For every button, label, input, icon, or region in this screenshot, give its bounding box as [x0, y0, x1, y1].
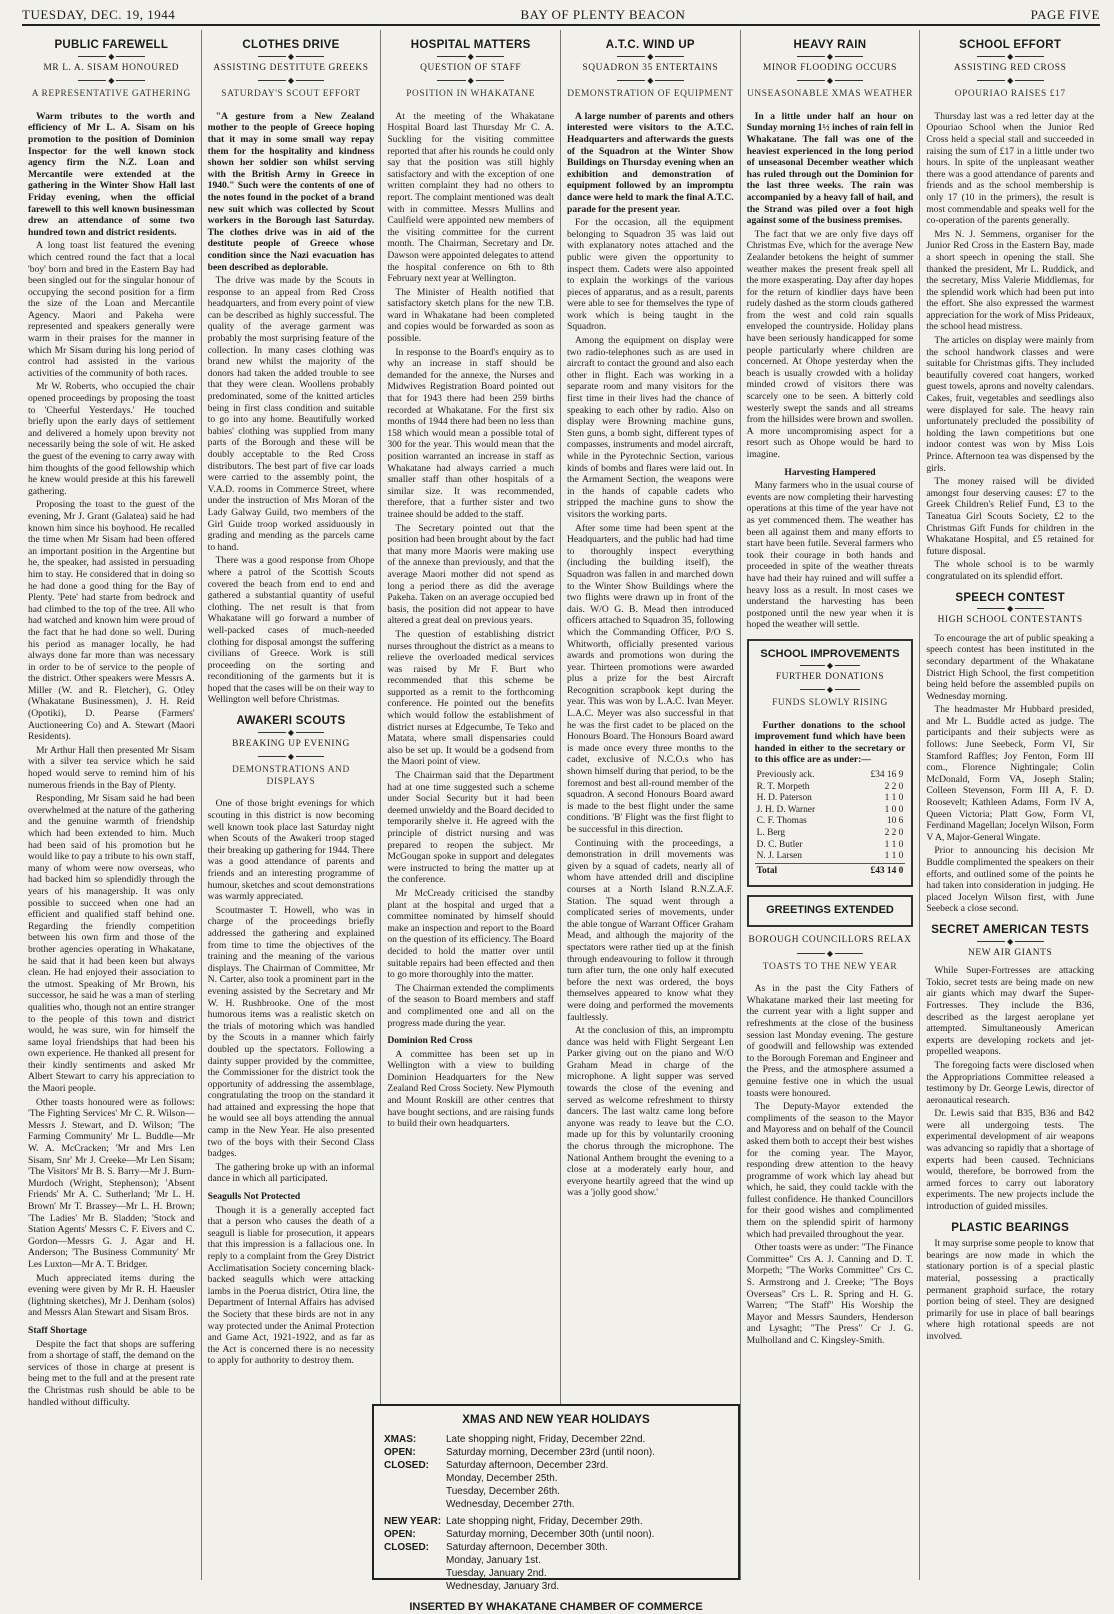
ad-row-value: Saturday afternoon, December 23rd. Monday, December 25th. Tuesday, December 26th. Wednesday, December 27th.: [446, 1460, 609, 1510]
ad-row: [384, 1433, 728, 1446]
ad-row-key: CLOSED:: [384, 1460, 429, 1471]
table-row: [755, 828, 906, 840]
ad-row-key: CLOSED:: [384, 1542, 429, 1553]
box-subhead: FURTHER DONATIONS: [775, 671, 885, 682]
paragraph: A committee has been set up in Wellington with a view to building Dominion Headquarters for the New Zealand Red Cross Society. New Plymouth and Mount Roskill are other centres that have bought sections, and are raising funds to build their own headquarters.: [387, 1048, 554, 1130]
paragraph: Much appreciated items during the evening were given by Mr R. H. Haeusler (lightning sketches), Mr J. Denham (solos) and Messrs Alan Stewart and Sisam Bros.: [28, 1272, 195, 1319]
paragraph: Proposing the toast to the guest of the evening, Mr J. Grant (Galatea) said he had known him since his boyhood. He recalled the time when Mr Sisam had been offered an important position in the Argentine but he, the speaker, had assisted in persuading him to stay. He considered that in doing so he had done a good thing for the Bay of Plenty. 'Pete' had starte from bedrock and had climbed to the top of the tree. All who had watched and known him were proud of the fact that he had done so well. During his period as manager locally, he had always done far more than was necessary in order to be of service to the people of the district. Other speakers were Messrs A. Miller (W. and R. Fletcher), G. Otley (Whakatane Businessmen), J. H. Reid (Opotiki), D. Pearse (Farmers' Auctioneering Co) and A. Stewart (Maori Residents).: [28, 499, 195, 743]
article-subhead: BOROUGH COUNCILLORS RELAX: [748, 935, 912, 945]
paragraph: The Secretary pointed out that the position had been brought about by the fact that many more Maoris were making use of the annexe than previously, and that the average Maori mother did not spend as long a period there as did the average Pakeha. Taken on an average occupied bed basis, the position did not appear to have altered a great deal on previous years.: [387, 522, 554, 627]
paragraph: Dr. Lewis said that B35, B36 and B42 were all undergoing tests. The experimental development of air weapons was advancing so rapidly that a shortage of experts had been caused. Technicians would, therefore, be borrowed from the armed forces to carry out laboratory experiments. The new projects include the introduction of guided missiles.: [926, 1108, 1094, 1213]
article-subhead: QUESTION OF STAFF: [420, 62, 522, 73]
minor-heading: Seagulls Not Protected: [207, 1191, 301, 1203]
paragraph: While Super-Fortresses are attacking Tokio, secret tests are being made on new air giants which may dwarf the Super-Fortresses. They include the B36, described as the largest aeroplane yet attempted. Simultaneously American experts are developing rockets and jet-propelled weapons.: [926, 965, 1094, 1058]
article-subhead: NEW AIR GIANTS: [968, 947, 1053, 958]
box-headline: SCHOOL IMPROVEMENTS: [760, 647, 900, 660]
donor-name: R. T. Morpeth: [756, 781, 810, 792]
donation-amount: 1 1 0: [884, 839, 904, 850]
paragraph: To encourage the art of public speaking a speech contest has been instituted in the secondary department of the Whakatane District High School, the first competition being held before the assembled pupils on Wednesday morning.: [926, 632, 1094, 702]
donation-amount: 1 0 0: [884, 804, 904, 815]
paragraph: For the occasion, all the equipment belonging to Squadron 35 was laid out with explanatory notes attached and the public were given the opportunity to inspect them. Cadets were also appointed to explain the workings of the various pieces of apparatus, and as a result, parents were able to see for themselves the type of work which is being taught in the Squadron.: [567, 217, 734, 333]
paragraph: Mr Arthur Hall then presented Mr Sisam with a silver tea service which he said hoped would serve to remind him of his numerous friends in the Bay of Plenty.: [28, 744, 195, 791]
paragraph: Among the equipment on display were two radio-telephones such as are used in aircraft to contact the ground and also each other in flight. Each was working in a separate room and many visitors for the first time in their lives had the chance of speaking to each other by radio. Also on display were Browning machine guns, Sten guns, a bomb sight, different types of compasses, instruments and model aircraft, while in the Pyrotechnic Section, various kinds of bombs and flares were laid out. In the Armament Section, the weapons were in the hands of capable cadets who stripped the machine guns to show the visitors the working parts.: [567, 335, 734, 520]
donation-amount: £34 16 9: [870, 770, 904, 781]
donation-amount: 1 1 0: [884, 851, 904, 862]
paragraph: The gathering broke up with an informal dance in which all participated.: [207, 1161, 375, 1185]
column-4: [561, 30, 741, 1580]
divider: [258, 56, 325, 57]
divider: [78, 56, 145, 57]
divider: [437, 80, 504, 81]
donor-name: C. F. Thomas: [756, 816, 807, 827]
table-row: [755, 782, 906, 794]
paragraph: After some time had been spent at the Headquarters, and the public had had time to thoroughly inspect everything (including the building itself), the Squadron was fallen in and marched down to the Winter Show Buildings where the two flights were drawn up in front of the dais. W/O G. B. Mead then introduced officers attached to Squadron 35, following which the Commanding Officer, P/O S. Whitworth, officially presented various awards and promotions won during the year. Thirteen promotions were awarded plus a prize for the best Aircraft Recognition scrapbook kept during the year. This was won by L.A.C. Ivan Meyer. L.A.C. Meyer was also successful in that he was the first cadet to be placed on the Honours Board. The Honours Board award is made once every three months to the cadet, exclusive of N.C.O.s who has shown himself during that period, to be the foremost and best all-round member of the squadron. A second Honours Board award is made to the best flight under the same conditions. 'B' Flight was the first flight to be successful in this direction.: [567, 522, 734, 835]
table-row: [755, 805, 906, 817]
paragraph: The Chairman said that the Department had at one time suggested such a scheme under Social Security but it had been deemed unwieldy and the Board decided to temporarily shelve it. He agreed with the principle of district nursing and was prepared to reopen the subject. Mr McGougan spoke in support and delegates were instructed to bring the matter up at the conference.: [387, 770, 554, 886]
ad-row: [384, 1515, 728, 1528]
divider: [797, 953, 864, 954]
page-number: PAGE FIVE: [1030, 7, 1100, 22]
minor-heading: Harvesting Hampered: [784, 466, 876, 478]
donor-name: N. J. Larsen: [756, 851, 802, 862]
article-subhead: DEMONSTRATION OF EQUIPMENT: [567, 89, 734, 100]
issue-date: TUESDAY, DEC. 19, 1944: [22, 7, 176, 22]
article-subhead: MINOR FLOODING OCCURS: [763, 62, 897, 73]
article-headline: SECRET AMERICAN TESTS: [931, 923, 1090, 936]
article-subhead: TOASTS TO THE NEW YEAR: [762, 961, 898, 972]
article-headline: SPEECH CONTEST: [955, 591, 1065, 604]
article-subhead: BREAKING UP EVENING: [232, 738, 350, 749]
donation-amount: 2 2 0: [884, 828, 904, 839]
article-subhead: SQUADRON 35 ENTERTAINS: [582, 62, 719, 73]
article-subhead: POSITION IN WHAKATANE: [406, 89, 536, 100]
article-headline: HOSPITAL MATTERS: [410, 39, 531, 51]
greetings-headline-box: [747, 895, 914, 927]
article-headline: PLASTIC BEARINGS: [951, 1221, 1070, 1234]
divider: [800, 689, 860, 690]
table-row: [755, 793, 906, 805]
ad-row-key: NEW YEAR:: [384, 1516, 442, 1527]
paragraph: The headmaster Mr Hubbard presided, and Mr L. Buddle acted as judge. The participants and their subjects were as follows: June Seebeck, Form VI, Sir Stamford Raffles; Joy Fenton, Form III com., Florence Nightingale; Colin McDonald, Form VA, Joseph Stalin; Colleen Stevenson, Form III A, F. D. Roosevelt; Kathleen Adams, Form IV A, Queen Victoria; Platt Gow, Form VI, Ferdinand Magellan; Jocelyn Wilson, Form V A, Major-General Wingate.: [926, 704, 1094, 843]
divider: [617, 80, 684, 81]
ad-row-value: Saturday afternoon, December 30th. Monday, January 1st. Tuesday, January 2nd. Wednesday, January 3rd.: [446, 1542, 608, 1592]
article-headline: HEAVY RAIN: [793, 39, 867, 51]
box-subhead: FUNDS SLOWLY RISING: [772, 698, 888, 709]
article-subhead: DEMONSTRATIONS AND DISPLAYS: [232, 765, 350, 787]
article-subhead: SATURDAY'S SCOUT EFFORT: [221, 89, 361, 100]
paragraph: There was a good response from Ohope where a patrol of the Scottish Scouts covered the beach from end to end and gathered a substantial quantity of useful clothing. The net result is that from Whakatane will go forward a number of well-packed cases of much-needed clothing for disposal amongst the suffering civilians of Greece. Work is still proceeding on the sorting and reconditioning of the garments but it is hoped that the cases will be on their way to Wellington well before Christmas.: [207, 555, 375, 706]
holidays-advertisement: [372, 1404, 740, 1613]
paragraph: Other toasts were as under: "The Finance Committee" Crs A. J. Canning and D. T. Morpeth; "The Works Committee" Crs C. S. Armstrong and J. Creeke; "The Boys Overseas" Crs L. R. Spring and H. G. Warren; "The Staff" His Worship the Mayor and Messrs Saunders, Henderson and Lysaght; "The Press" Cr J. G. Mulholland and C. Kingsley-Smith.: [746, 1242, 914, 1346]
article-subhead: A REPRESENTATIVE GATHERING: [31, 89, 191, 100]
donor-name: H. D. Paterson: [756, 793, 812, 804]
column-6: [920, 30, 1100, 1580]
divider: [78, 80, 145, 81]
donor-name: D. C. Butler: [756, 839, 803, 850]
paragraph: The Deputy-Mayor extended the compliments of the season to the Mayor and Mayoress and on behalf of the Council asked them both to accept their best wishes for the coming year. The Mayor, responding drew attention to the heavy programme of work which lay ahead but which, he said, they could tackle with the fullest confidence. He thanked Councillors for their good wishes and complimented them on the splendid spirit of harmony which had prevailed throughout the year.: [746, 1101, 914, 1240]
ad-row-value: Saturday morning, December 30th (until noon).: [446, 1529, 655, 1540]
article-subhead: ASSISTING DESTITUTE GREEKS: [213, 62, 369, 73]
donor-name: Previously ack.: [756, 770, 815, 781]
paragraph: Despite the fact that shops are suffering from a shortage of staff, the demand on the services of those in charge at present is being met to the full and at the present rate the Christmas rush should be able to be handled without difficulty.: [28, 1338, 195, 1408]
donor-name: J. H. D. Warner: [756, 804, 816, 815]
box-lead: Further donations to the school improvement fund which have been handed in either to the secretary or to this office are as under:—: [754, 719, 906, 766]
ad-row: [384, 1459, 728, 1511]
divider: [977, 80, 1044, 81]
ad-footer: INSERTED BY WHAKATANE CHAMBER OF COMMERCE: [409, 1601, 703, 1613]
article-headline: SCHOOL EFFORT: [959, 39, 1062, 51]
paragraph: It may surprise some people to know that bearings are now made in which the stationary portion is of a special plastic material, possessing a practically permanent graphoid surface, the rotary portion being of steel. They are designed primarily for use in place of ball bearings where high rotational speeds are not involved.: [926, 1238, 1094, 1342]
donations-table: [755, 770, 906, 877]
paragraph: At the conclusion of this, an impromptu dance was held with Flight Sergeant Len Parker giving out on the piano and W/O Graham Mead in charge of the microphone. A light supper was served towards the close of the evening and served as welcome refreshment to thirsty dancers. The last waltz came long before anyone was ready to leave but the C.O. made up for this by voluntarily crooning the chorus through the microphone. The National Anthem brought the evening to a close at a moderately early hour, and everyone heartily agreed that the wind up was a 'jolly good show.': [567, 1025, 734, 1199]
masthead: [22, 6, 1100, 26]
paragraph: Though it is a generally accepted fact that a person who causes the death of a seagull is liable for prosecution, it appears that this impression is a fallacious one. In reply to a complaint from the Grey District Acclimatisation Society concerning black-backed seagulls which were attacking lambs in the Poerua district, Otira line, the Department of Internal Affairs has advised the Society that these birds are not in any way protected under the Animal Protection and Game Act, 1921-1922, and as far as the Act is concerned there is no necessity to apply for authority to destroy them.: [207, 1204, 375, 1367]
newspaper-title: BAY OF PLENTY BEACON: [520, 7, 686, 22]
paragraph: Responding, Mr Sisam said he had been overwhelmed at the nature of the gathering and the genuine warmth of friendship which had been extended to him. Much had been said of his promotion but he would like to pay a tribute to his own staff, many of whom were now overseas, who had backed him so splendidly through the years of his managership. It was only possible to succeed when one had an efficient and qualified staff behind one. Regarding the friendly competition between his own firm and those of the brother agencies operating in Whakatane, he said that it had been keen but always clean. He had enjoyed their association to the utmost. Speaking of Mr Brown, his successor, he said he was a man of sterling qualities who, though not an entire stranger to the people of this town and district would, he was sure, win for himself the same loyal friendships that had been his own experience. He thanked all present for their kindly sentiments and asked Mr Albert Stewart to carry his appreciation to the Maori people.: [28, 793, 195, 1095]
minor-heading: Dominion Red Cross: [387, 1035, 473, 1047]
table-row: [755, 840, 906, 852]
ad-row: [384, 1528, 728, 1541]
ad-row-key: OPEN:: [384, 1529, 416, 1540]
page-columns: [22, 30, 1100, 1580]
ad-headline: XMAS AND NEW YEAR HOLIDAYS: [462, 1414, 650, 1426]
paragraph: Many farmers who in the usual course of events are now completing their harvesting operations at this time of the year have not as yet commenced them. The weather has been all against them and many efforts to start have been futile. Several farmers who took their courage in both hands and proceeded in spite of the weather threats have had their hay ruined and will suffer a heavy loss as a result. In most cases we understand the harvesting has been postponed until the new year when it is hoped the weather will settle.: [746, 480, 914, 631]
paragraph: Continuing with the proceedings, a demonstration in drill movements was given by a squad of cadets, nearly all of whom have attended drill and discipline courses at a North Island R.N.Z.A.F. Station. The squad went through a complicated series of movements, under the able tongue of Warrant Officer Graham Mead, and although the majority of the spectators were rather tied up at the finish through endeavouring to follow it through turn after turn, the one only half executed before the next was ordered, the boys themselves appeared to know what they were doing and performed the movements faultlessly.: [567, 837, 734, 1023]
column-5: [741, 30, 921, 1580]
paragraph: Mr W. Roberts, who occupied the chair opened proceedings by proposing the toast to 'Cheerful Yesterdays.' He touched briefly upon the early days of settlement and delivered a homely upon brevity not necessarily being the sole of wit. He asked the guest of the evening to carry away with him thoughts of the good fellowship which he knew would preside at this his farewell gathering.: [28, 381, 195, 497]
article-headline: A.T.C. WIND UP: [605, 39, 695, 51]
article-subhead: UNSEASONABLE XMAS WEATHER: [747, 89, 913, 100]
minor-heading: Staff Shortage: [28, 1324, 87, 1336]
article-headline: PUBLIC FAREWELL: [54, 39, 169, 51]
ad-row-key: OPEN:: [384, 1447, 416, 1458]
paragraph: One of those bright evenings for which scouting in this district is now becoming well known took place last Saturday night when Scouts of the Awakeri troop staged their breaking up gathering for 1944. There was a good attendance of parents and friends and an interesting programme of humour, sketches and scout demonstrations was warmly appreciated.: [207, 798, 375, 903]
donation-amount: 10 6: [886, 816, 904, 827]
article-subhead: ASSISTING RED CROSS: [953, 62, 1067, 73]
paragraph: Other toasts honoured were as follows: 'The Fighting Services' Mr C. R. Wilson—Messrs J. Stewart, and D. Wilson; 'The Farming Community' Mr L. Buddle—Mr W. A. McCracken; 'Mr and Mrs Len Sisam, Snr' Mr J. Creeke—Mr Len Sisam; 'The Visitors' Mr B. S. Barry—Mr J. Burn-Murdoch (Wright, Stephenson); 'Absent Friends' Mr A. C. Sutherland; 'Mr L. H. Brown' Mr T. Brassey—Mr L. H. Brown; 'The Ladies' Mr B. Sladden; 'Stock and Station Agents' Messrs C. F. Eivers and C. Gordon—Messrs G. J. Agar and H. Anderson; 'The Business Community' Mr Les Luxton—Mr A. T. Bridger.: [28, 1096, 195, 1270]
paragraph: The Chairman extended the compliments of the season to Board members and staff and complimented one and all on the progress made during the year.: [387, 982, 554, 1029]
article-subhead: OPOURIAO RAISES £17: [954, 89, 1066, 100]
paragraph: Scoutmaster T. Howell, who was in charge of the proceedings briefly addressed the gathering and explained from time to time the objectives of the training and the meaning of the various displays. The Chairman of Committee, Mr N. Carter, also took a prominent part in the evening assisted by the Secretary and Mr W. H. Rushbrooke. One of the most humorous items was a realistic sketch on the trials of motoring which was handled by the Scouts in a manner which fairly doubled up the spectators. Following a dainty supper provided by the committee, the Commissioner for the district took the opportunity of addressing the assemblage, congratulating the troop on the standard it had attained and expressing the hope that he would see all boys attending the annual camp in the New Year. He also presented two of the boys with their Second Class badges.: [207, 904, 375, 1160]
paragraph: Mr McCready criticised the standby plant at the hospital and urged that a committee nominated by himself should make an inspection and report to the Board on the question of its efficiency. The Board decided to hold the matter over until suitable repairs had been effected and then to go more thoroughly into the matter.: [387, 887, 554, 981]
paragraph: As in the past the City Fathers of Whakatane marked their last meeting for the current year with a light supper and refreshments at the close of the business session last Monday evening. The gesture of goodwill and fellowship was extended to the Borough Foreman and Engineer and the Press, and the atmosphere assumed a genuine festive one in which the usual toasts were honoured.: [746, 983, 914, 1099]
divider: [258, 756, 325, 757]
article-lead: A large number of parents and others interested were visitors to the A.T.C. Headquarters and afterwards the guests of the Squadron at the Winter Show Buildings on Thursday evening when an exhibition and demonstration of equipment followed by an impromptu dance were held to mark the final A.T.C. parade for the present year.: [567, 110, 734, 215]
column-1: [22, 30, 202, 1580]
divider: [437, 56, 504, 57]
paragraph: The question of establishing district nurses throughout the district as a means to relieve the overloaded medical services was raised by Mr F. Burt who recommended that this scheme be supported as a remit to the forthcoming conference. He pointed out the benefits which would follow the establishment of district nurses at Edgecumbe, Te Teko and Matata, where small dispensaries could also be set up. It would be a godsend from the Maori point of view.: [387, 628, 554, 768]
paragraph: The Minister of Health notified that satisfactory sketch plans for the new T.B. ward in Whakatane had been completed and copies would be forwarded as soon as possible.: [387, 286, 554, 345]
table-row: [755, 770, 906, 782]
paragraph: A long toast list featured the evening which centred round the fact that a local 'boy' born and bred in the Eastern Bay had been singled out for the singular honour of occupying the second position for a firm the size of the Loan and Mercantile Agency. Maori and Pakeha were represented and speakers generally were warm in their praises for the manner in which Mr Sisam during his long period of control had assisted in the various activities of the community of both races.: [28, 240, 195, 379]
article-headline: AWAKERI SCOUTS: [236, 715, 346, 728]
divider: [617, 56, 684, 57]
divider: [797, 56, 864, 57]
total-amount: £43 14 0: [849, 863, 905, 877]
paragraph: The foregoing facts were disclosed when the Appropriations Committee released a testimony by Dr. George Lewis, director of aeronautical research.: [926, 1059, 1094, 1106]
total-label: Total: [755, 863, 850, 877]
paragraph: Prior to announcing his decision Mr Buddle complimented the speakers on their efforts, and outlined some of the points he had taken into consideration in judging. He placed Jocelyn Wilson first, with June Seebeck a close second.: [926, 845, 1094, 915]
ad-row: [384, 1446, 728, 1459]
divider: [977, 608, 1044, 609]
paragraph: Thursday last was a red letter day at the Opouriao School when the Junior Red Cross held a special stall and succeeded in raising the sum of £17 in a little under two hours. In spite of the unpleasant weather there was a good attendance of parents and friends and as the school membership is only 17 (10 in the primers), the result is most commendable and speaks well for the co-operation of the parents generally.: [926, 110, 1094, 227]
paragraph: In response to the Board's enquiry as to why an increase in staff should be demanded for the annexe, the Nurses and Midwives Registration Board pointed out that for 1943 there had been 259 births recorded at Whakatane. For the first six months of 1944 there had been no less than 158 which would mean a possible total of 300 for the year. This would mean that the position warranted an increase in staff as Whakatane had always carried a much smaller staff than other hospitals of a similar size. It was recommended, therefore, that a further sister and two trainee should be added to the staff.: [387, 346, 554, 520]
article-subhead: MR L. A. SISAM HONOURED: [43, 62, 180, 73]
ad-row: [384, 1541, 728, 1593]
table-row: [755, 816, 906, 828]
ad-row-value: Late shopping night, Friday, December 22nd.: [446, 1434, 646, 1445]
article-lead: Warm tributes to the worth and efficiency of Mr L. A. Sisam on his promotion to the position of Dominion Inspector for the well known stock agency firm the N.Z. Loan and Mercantile were extended at the gathering in the Winter Show Hall last Friday evening, when the official farewell to this well known businessman drew an attendance of some two hundred town and district residents.: [28, 110, 195, 238]
paragraph: At the meeting of the Whakatane Hospital Board last Thursday Mr C. A. Suckling for the visiting committee reported that after his rounds he could only say that the position was still highly satisfactory and with the exception of one written complaint they had no others to report. The complaint mentioned was dealt with in committee. Messrs Mullins and Caulfield were appointed new members of the visiting committee for the current month. The Chairman, Secretary and Dr. Dawson were appointed delegates to attend the hospital conference on 6th to 8th February next year at Wellington.: [387, 110, 554, 285]
donation-amount: 1 1 0: [884, 793, 904, 804]
article-lead: "A gesture from a New Zealand mother to the people of Greece hoping that it may in some small way repay them for the hospitality and kindness shown her soldier son whilst serving with the British Army in Greece in 1940." Such were the contents of one of the notes found in the pocket of a brand new suit which was collected by Scout workers in the Borough last Saturday. The clothes drive was in aid of the destitute people of Greece whose condition since the Nazi evacuation has been described as deplorable.: [207, 110, 375, 273]
article-headline: CLOTHES DRIVE: [242, 39, 340, 51]
ad-row-value: Saturday morning, December 23rd (until noon).: [446, 1447, 655, 1458]
paragraph: The articles on display were mainly from the school handwork classes and were suitable for Christmas gifts. They included beautifully covered coat hangers, worked guest towels, aprons and novelty calendars. Cakes, fruit, vegetables and seedlings also were displayed for sale. The heavy rain unfortunately precluded the possibility of holding the lawn competitions but one indoor contest was won by Miss Lois Prince. Afternoon tea was dispensed by the girls.: [926, 335, 1094, 474]
ad-row-key: XMAS:: [384, 1434, 417, 1445]
divider: [977, 941, 1044, 942]
school-improvements-box: [747, 639, 914, 888]
divider: [977, 56, 1044, 57]
ad-row-value: Late shopping night, Friday, December 29th.: [446, 1516, 643, 1527]
paragraph: The drive was made by the Scouts in response to an appeal from Red Cross headquarters, and from every point of view can be described as highly successful. The quality of the average garment was probably the most surprising feature of the collection. In many cases clothing was brand new whilst the majority of the donors had taken the added trouble to see that they were clean. Woollens probably predominated, some of the knitted articles being in first class condition and suitable to go into any home. Beautifully worked babies' clothing was supplied from many parts of the Borough and these will be doubly acceptable to the Red Cross distributors. The best part of five car loads were carried to the assembly point, the V.A.D. rooms in Commerce Street, where under the instruction of Mrs Moran of the Lady Galway Guild, two members of the Girl Guide troop worked assiduously in grading and mending as the parcels came to hand.: [207, 275, 375, 553]
column-2: [202, 30, 382, 1580]
paragraph: The fact that we are only five days off Christmas Eve, which for the average New Zealander betokens the height of summer weather makes the present freak spell all the more exasperating. Day after day hopes for the return of kindlier days have been rudely dashed as the storm clouds gathered from the west and cold rain squalls enveloped the countryside. Holiday plans have been seriously handicapped for some people particularly where children are concerned. At Ohope yesterday when the beach is usually crowded with a holiday minded crowd of visitors there was scarcely one to be seen. A bitterly cold westerly swept the sands and all streams from the hillsides were brown and swollen. A more uncompromising aspect for a resort such as Ohope would be hard to imagine.: [746, 228, 914, 460]
divider: [258, 80, 325, 81]
paragraph: The money raised will be divided amongst four deserving causes: £7 to the Greek Children's Relief Fund, £3 to the Taneatua Girl Scouts Society, £2 to the Christmas Gift Funds for children in the Whakatane Hospital, and £5 retained for future disposal.: [926, 476, 1094, 557]
total-row: [755, 863, 906, 877]
divider: [797, 80, 864, 81]
paragraph: Mrs N. J. Semmens, organiser for the Junior Red Cross in the Eastern Bay, made a short speech in opening the stall. She thanked the president, Mr L. Ruddick, and the secretary, Miss Valerie Middlemas, for the splendid work which had been put into the effort. She also expressed the warmest appreciation for the work of Miss Prideaux, the school head mistress.: [926, 228, 1094, 333]
divider: [258, 732, 325, 733]
article-lead: In a little under half an hour on Sunday morning 1½ inches of rain fell in Whakatane. The fall was one of the heaviest experienced in the long period of unseasonal December weather which has ruled through out the Dominion for the last three weeks. The rain was accompanied by a heavy fall of hail, and the Strand was piled over a foot high against some of the business premises.: [746, 110, 914, 227]
donation-amount: 2 2 0: [884, 781, 904, 792]
table-row: [755, 851, 906, 863]
donor-name: L. Berg: [756, 828, 786, 839]
article-subhead: HIGH SCHOOL CONTESTANTS: [937, 615, 1083, 626]
divider: [800, 665, 860, 666]
article-headline: GREETINGS EXTENDED: [766, 904, 894, 917]
column-3: [381, 30, 561, 1580]
paragraph: The whole school is to be warmly congratulated on its splendid effort.: [926, 559, 1094, 582]
